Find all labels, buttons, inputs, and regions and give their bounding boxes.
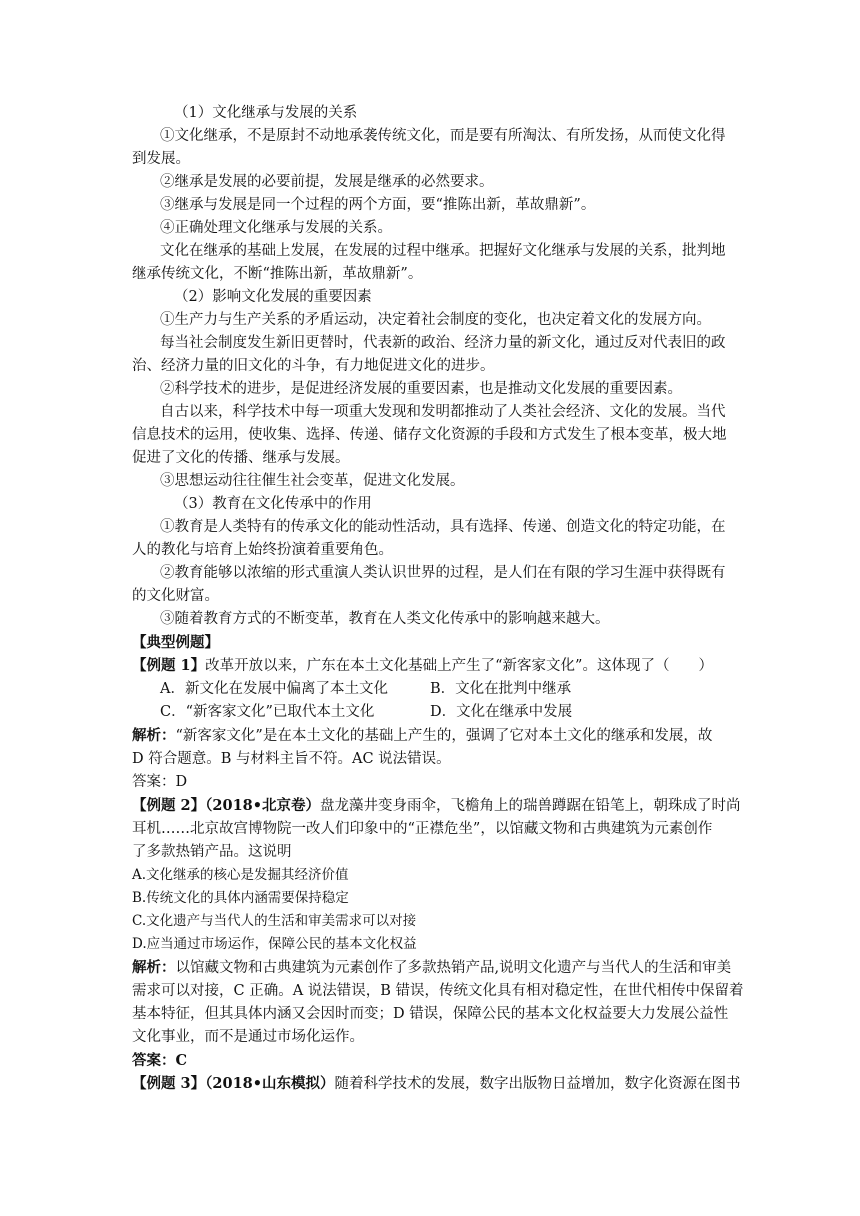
option-c: C．“新客家文化”已取代本土文化: [160, 704, 375, 720]
example-1-options-row-2: [132, 701, 772, 724]
example-1-options-row-1: [132, 678, 772, 701]
example-3-tag: 【例题 3】（2018•山东模拟）: [132, 1075, 335, 1092]
paragraph: 文化在继承的基础上发展，在发展的过程中继承。把握好文化继承与发展的关系，批判地: [160, 243, 726, 259]
example-2-stem: 【例题 2】（2018•北京卷）盘龙藻井变身雨伞，飞檐角上的瑞兽蹲踞在铅笔上，朝珠成了时尚: [132, 797, 741, 814]
example-2-analysis-cont: 需求可以对接，C 正确。A 说法错误，B 错误，传统文化具有相对稳定性，在世代相传中保留着: [132, 983, 744, 999]
paragraph: ①生产力与生产关系的矛盾运动，决定着社会制度的变化，也决定着文化的发展方向。: [160, 312, 711, 328]
example-2-analysis-cont: 基本特征，但其具体内涵又会因时而变；D 错误，保障公民的基本文化权益要大力发展公益性: [132, 1006, 729, 1022]
paragraph: ②教育能够以浓缩的形式重演人类认识世界的过程，是人们在有限的学习生涯中获得既有: [160, 565, 726, 581]
example-2-stem-cont: 耳机……北京故宫博物院一改人们印象中的“正襟危坐”，以馆藏文物和古典建筑为元素创作: [132, 821, 713, 837]
example-2-answer: 答案：C: [132, 1052, 188, 1069]
paragraph: ③思想运动往往催生社会变革，促进文化发展。: [160, 473, 465, 489]
option-d: D.应当通过市场运作，保障公民的基本文化权益: [132, 936, 417, 952]
example-1-analysis-cont: D 符合题意。B 与材料主旨不符。AC 说法错误。: [132, 751, 451, 767]
option-b: B．文化在批判中继承: [430, 681, 572, 697]
paragraph: 促进了文化的传播、继承与发展。: [132, 450, 350, 466]
example-1-analysis: 解析：“新客家文化”是在本土文化的基础上产生的，强调了它对本土文化的继承和发展，故: [132, 727, 713, 744]
option-b: B.传统文化的具体内涵需要保持稳定: [132, 890, 349, 906]
paragraph: 的文化财富。: [132, 588, 219, 604]
example-2-tag: 【例题 2】（2018•北京卷）: [132, 797, 321, 814]
paragraph: ①文化继承，不是原封不动地承袭传统文化，而是要有所淘汰、有所发扬，从而使文化得: [160, 128, 726, 144]
heading-inheritance-development: （1）文化继承与发展的关系: [174, 105, 358, 121]
example-1-stem: 【例题 1】改革开放以来，广东在本土文化基础上产生了“新客家文化”。这体现了（ ）: [132, 657, 713, 674]
example-2-stem-cont: 了多款热销产品。这说明: [132, 844, 292, 860]
example-2-analysis-cont: 文化事业，而不是通过市场化运作。: [132, 1029, 364, 1045]
paragraph: ④正确处理文化继承与发展的关系。: [160, 220, 392, 236]
paragraph: 自古以来，科学技术中每一项重大发现和发明都推动了人类社会经济、文化的发展。当代: [160, 404, 726, 420]
paragraph: 每当社会制度发生新旧更替时，代表新的政治、经济力量的新文化，通过反对代表旧的政: [160, 335, 726, 351]
option-a: A．新文化在发展中偏离了本土文化: [160, 681, 388, 697]
paragraph: ②继承是发展的必要前提，发展是继承的必然要求。: [160, 174, 494, 190]
heading-education-role: （3）教育在文化传承中的作用: [174, 496, 372, 512]
paragraph: 继承传统文化，不断“推陈出新，革故鼎新”。: [132, 266, 423, 282]
heading-influencing-factors: （2）影响文化发展的重要因素: [174, 289, 372, 305]
examples-heading: 【典型例题】: [132, 634, 219, 651]
option-a: A.文化继承的核心是发掘其经济价值: [132, 867, 349, 883]
paragraph: ②科学技术的进步，是促进经济发展的重要因素，也是推动文化发展的重要因素。: [160, 381, 682, 397]
example-3-stem: 【例题 3】（2018•山东模拟）随着科学技术的发展，数字出版物日益增加，数字化资源在图书: [132, 1075, 741, 1092]
paragraph: ③随着教育方式的不断变革，教育在人类文化传承中的影响越来越大。: [160, 611, 610, 627]
paragraph: 到发展。: [132, 151, 190, 167]
example-1-answer: 答案：D: [132, 774, 188, 790]
paragraph: 信息技术的运用，使收集、选择、传递、储存文化资源的手段和方式发生了根本变革，极大地: [132, 427, 727, 443]
example-2-analysis: 解析：以馆藏文物和古典建筑为元素创作了多款热销产品,说明文化遗产与当代人的生活和审美: [132, 959, 732, 976]
option-c: C.文化遗产与当代人的生活和审美需求可以对接: [132, 913, 417, 929]
option-d: D．文化在继承中发展: [430, 704, 573, 720]
paragraph: ③继承与发展是同一个过程的两个方面，要“推陈出新，革故鼎新”。: [160, 197, 596, 213]
example-1-tag: 【例题 1】: [132, 657, 206, 674]
paragraph: 人的教化与培育上始终扮演着重要角色。: [132, 542, 393, 558]
paragraph: 治、经济力量的旧文化的斗争，有力地促进文化的进步。: [132, 358, 495, 374]
paragraph: ①教育是人类特有的传承文化的能动性活动，具有选择、传递、创造文化的特定功能，在: [160, 519, 726, 535]
